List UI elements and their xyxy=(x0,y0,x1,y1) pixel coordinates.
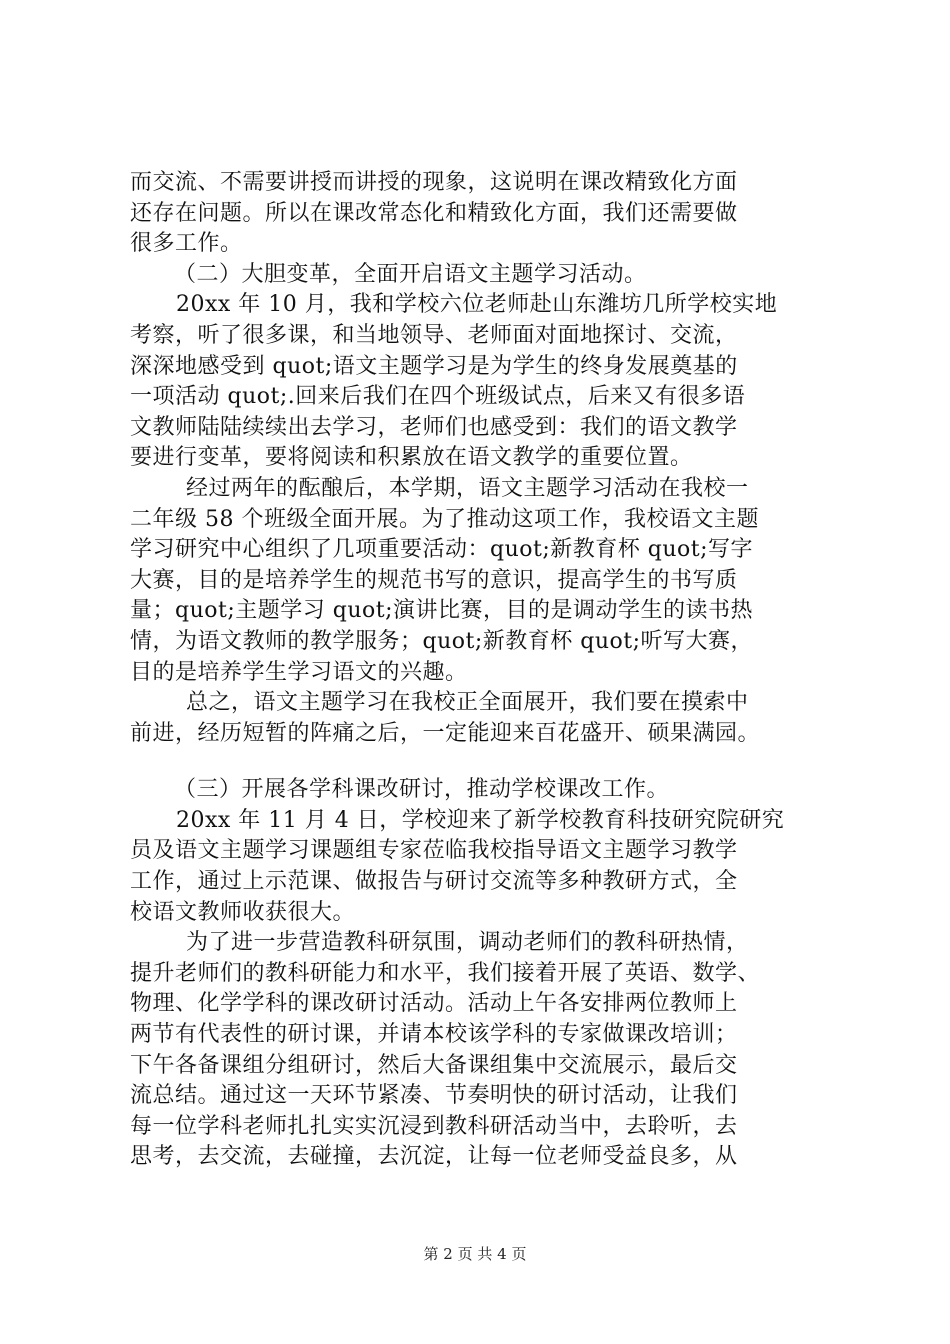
text-line: 20xx 年 11 月 4 日，学校迎来了新学校教育科技研究院研究 xyxy=(176,807,785,833)
text-line: 为了进一步营造教科研氛围，调动老师们的教科研热情， xyxy=(186,930,749,956)
text-line: 还存在问题。所以在课改常态化和精致化方面，我们还需要做 xyxy=(130,200,738,226)
text-line: 情，为语文教师的教学服务；quot;新教育杯 quot;听写大赛， xyxy=(130,628,753,654)
text-line: 要进行变革，要将阅读和积累放在语文教学的重要位置。 xyxy=(130,445,693,471)
text-line: 每一位学科老师扎扎实实沉浸到教科研活动当中，去聆听，去 xyxy=(130,1113,738,1139)
text-line: 20xx 年 10 月，我和学校六位老师赴山东潍坊几所学校实地 xyxy=(176,292,778,318)
text-line: 经过两年的酝酿后，本学期，语文主题学习活动在我校一 xyxy=(186,475,749,501)
text-line: 两节有代表性的研讨课，并请本校该学科的专家做课改培训； xyxy=(130,1022,738,1048)
document-body xyxy=(130,168,830,1173)
text-line: 下午各备课组分组研讨，然后大备课组集中交流展示，最后交 xyxy=(130,1052,738,1078)
text-line: 总之，语文主题学习在我校正全面展开，我们要在摸索中 xyxy=(186,690,749,716)
text-line: 而交流、不需要讲授而讲授的现象，这说明在课改精致化方面 xyxy=(130,170,738,195)
text-line: 思考，去交流，去碰撞，去沉淀，让每一位老师受益良多，从 xyxy=(130,1144,738,1170)
text-line: 大赛，目的是培养学生的规范书写的意识，提高学生的书写质 xyxy=(130,567,738,593)
text-line: 量；quot;主题学习 quot;演讲比赛，目的是调动学生的读书热 xyxy=(130,598,753,624)
text-line: 工作，通过上示范课、做报告与研讨交流等多种教研方式，全 xyxy=(130,869,738,895)
text-line: 物理、化学学科的课改研讨活动。活动上午各安排两位教师上 xyxy=(130,991,738,1017)
text-line: 一项活动 quot;.回来后我们在四个班级试点，后来又有很多语 xyxy=(130,384,746,410)
section-heading: （二）大胆变革，全面开启语文主题学习活动。 xyxy=(174,261,647,287)
text-line: 流总结。通过这一天环节紧凑、节奏明快的研讨活动，让我们 xyxy=(130,1083,738,1109)
section-heading: （三）开展各学科课改研讨，推动学校课改工作。 xyxy=(174,777,670,803)
text-line: 二年级 58 个班级全面开展。为了推动这项工作，我校语文主题 xyxy=(130,506,759,532)
text-line: 很多工作。 xyxy=(130,231,243,257)
text-line: 前进，经历短暂的阵痛之后，一定能迎来百花盛开、硕果满园。 xyxy=(130,720,761,746)
text-line: 学习研究中心组织了几项重要活动：quot;新教育杯 quot;写字 xyxy=(130,537,753,563)
page-footer: 第 2 页 共 4 页 xyxy=(423,1245,527,1263)
text-line: 校语文教师收获很大。 xyxy=(130,899,356,925)
paragraph-gap xyxy=(130,749,830,775)
text-line: 文教师陆陆续续出去学习，老师们也感受到：我们的语文教学 xyxy=(130,414,738,440)
text-line: 深深地感受到 quot;语文主题学习是为学生的终身发展奠基的 xyxy=(130,353,738,379)
text-line: 提升老师们的教科研能力和水平，我们接着开展了英语、数学、 xyxy=(130,960,761,986)
text-line: 员及语文主题学习课题组专家莅临我校指导语文主题学习教学 xyxy=(130,838,738,864)
text-line: 考察，听了很多课，和当地领导、老师面对面地探讨、交流， xyxy=(130,322,738,348)
text-line: 目的是培养学生学习语文的兴趣。 xyxy=(130,659,468,685)
